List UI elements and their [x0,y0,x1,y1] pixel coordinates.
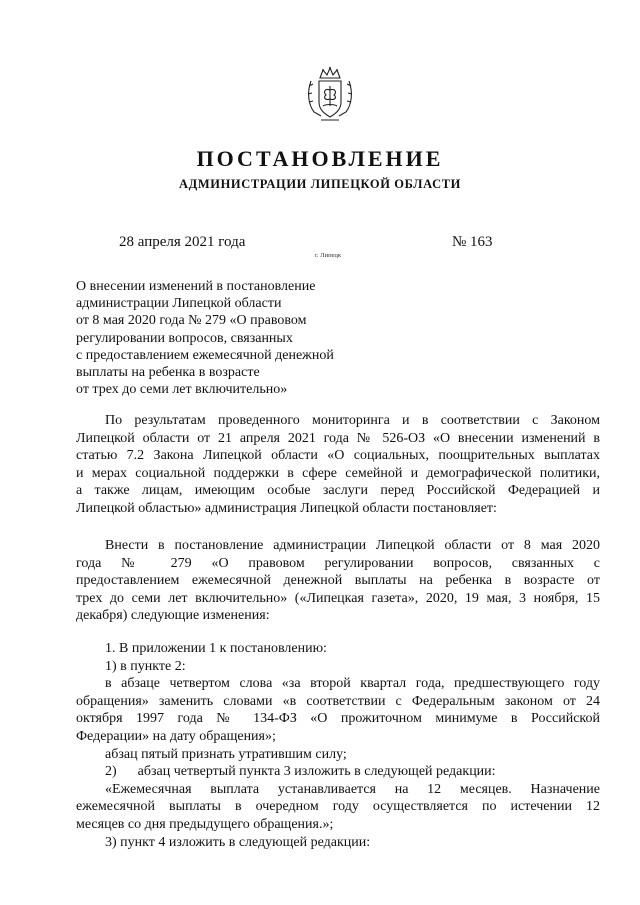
item-line: октября 1997 года № 134-ФЗ «О прожиточном минимуме в Российской [76,711,600,727]
amendment-items [76,640,600,851]
coat-of-arms-icon [305,64,355,124]
paragraph-preamble [76,412,600,518]
paragraph-line: По результатам проведенного мониторинга и в соответствии с Законом [105,413,600,428]
document-number: № 163 [452,234,493,250]
item-line: 2) абзац четвертый пункта 3 изложить в следующей редакции: [105,764,496,780]
heading-line: от трех до семи лет включительно» [76,382,288,398]
item-line: 1. В приложении 1 к постановлению: [105,641,327,656]
document-heading [76,278,396,398]
heading-line: регулировании вопросов, связанных [76,330,293,346]
heading-line: администрации Липецкой области [76,296,282,312]
document-subtitle: АДМИНИСТРАЦИИ ЛИПЕЦКОЙ ОБЛАСТИ [179,177,461,191]
paragraph-line: трех до семи лет включительно» («Липецкая газета», 2020, 19 мая, 3 ноября, 15 [76,590,600,606]
paragraph-line: декабря) следующие изменения: [76,608,270,624]
item-line: месяцев со дня предыдущего обращения.»; [76,816,334,832]
document-city: г. Липецк [315,252,342,259]
paragraph-line: года № 279 «О правовом регулировании вопросов, связанных с [76,555,600,571]
document-date: 28 апреля 2021 года [119,234,246,250]
paragraph-line: статью 7.2 Закона Липецкой области «О социальных, поощрительных выплатах [76,448,600,464]
item-line: в абзаце четвертом слова «за второй квартал года, предшествующего году [105,676,600,692]
paragraph-line: а также лицам, имеющим особые заслуги перед Российской Федерацией и [76,483,600,499]
paragraph-line: Липецкой области от 21 апреля 2021 года № 526-ОЗ «О внесении изменений в [76,430,600,446]
paragraph-amendment [76,537,600,625]
heading-line: выплаты на ребенка в возрасте [76,365,260,381]
paragraph-line: Липецкой областью» администрация Липецкой области постановляет: [76,500,497,516]
item-line: 3) пункт 4 изложить в следующей редакции: [105,834,371,850]
item-line: абзац пятый признать утратившим силу; [105,746,347,762]
heading-line: О внесении изменений в постановление [76,279,316,294]
item-line: Федерации» на дату обращения»; [76,728,276,744]
item-line: ежемесячной выплаты в очередном году осуществляется по истечении 12 [76,799,600,815]
paragraph-line: Внести в постановление администрации Липецкой области от 8 мая 2020 [105,538,600,553]
paragraph-line: предоставлением ежемесячной денежной выплаты на ребенка в возрасте от [76,573,600,589]
document-title: ПОСТАНОВЛЕНИЕ [196,146,444,171]
heading-line: с предоставлением ежемесячной денежной [76,347,334,363]
paragraph-line: и мерах социальной поддержки в сфере семейной и демографической политики, [76,465,600,481]
heading-line: от 8 мая 2020 года № 279 «О правовом [76,313,307,329]
item-line: «Ежемесячная выплата устанавливается на 12 месяцев. Назначение [105,781,600,797]
item-line: 1) в пункте 2: [105,658,186,674]
item-line: обращения» заменить словами «в соответствии с Федеральным законом от 24 [76,693,600,709]
